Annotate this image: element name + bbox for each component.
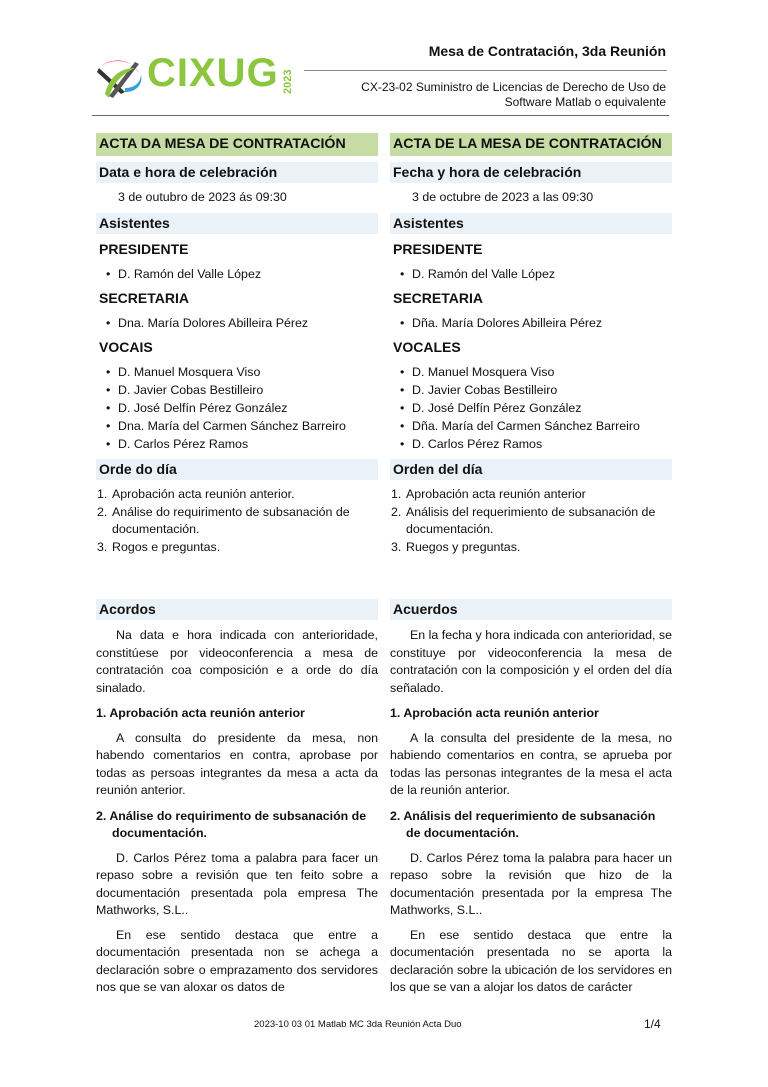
logo-wordmark: CIXUG xyxy=(147,51,279,95)
item1-title: 1. Aprobación acta reunión anterior xyxy=(96,706,305,720)
footer-doc-name: 2023-10 03 01 Matlab MC 3da Reunión Acta Duo xyxy=(254,1019,462,1030)
vocals-list xyxy=(96,363,378,453)
attendees-heading: Asistentes xyxy=(390,213,672,234)
secretary-list xyxy=(96,314,378,332)
page-number: 1/4 xyxy=(644,1017,661,1031)
list-item: • Dña. María Dolores Abilleira Pérez xyxy=(390,314,672,332)
attendees-heading: Asistentes xyxy=(96,213,378,234)
date-value: 3 de outubro de 2023 ás 09:30 xyxy=(118,190,287,204)
column-spanish xyxy=(390,133,672,997)
secretary-label: SECRETARIA xyxy=(99,290,189,306)
date-heading: Fecha y hora de celebración xyxy=(390,162,672,183)
president-list xyxy=(96,265,378,283)
header-divider xyxy=(92,115,669,116)
intro-paragraph: En la fecha y hora indicada con anterioridad, se constituye por videoconferencia la mesa de contratación con la composición y el orden del día señalado. xyxy=(390,628,672,695)
agreements-heading: Acordos xyxy=(96,599,378,620)
list-item: • D. Manuel Mosquera Viso xyxy=(390,363,672,381)
vocals-label: VOCALES xyxy=(393,339,461,355)
list-item: 3. Rogos e preguntas. xyxy=(97,539,221,554)
list-item: 1. Aprobación acta reunión anterior xyxy=(391,487,586,501)
agenda-heading: Orden del día xyxy=(390,459,672,480)
column-galician xyxy=(96,133,378,997)
item2-paragraph: En ese sentido destaca que entre a documentación presentada non se achega a declaración sobre o emprazamento dos servidores nos que se van aloxar os datos de xyxy=(96,927,378,994)
list-item: • D. Javier Cobas Bestilleiro xyxy=(96,381,378,399)
item2-paragraph: D. Carlos Pérez toma la palabra para hacer un repaso sobre la revisión que hizo de la documentación presentada por la empresa The Mathworks, S.L.. xyxy=(390,850,672,917)
item2-title: 2. Análisis del requerimiento de subsanación de documentación. xyxy=(390,808,656,840)
item2-title: 2. Análise do requirimento de subsanación de documentación. xyxy=(96,808,367,840)
section-title: ACTA DA MESA DE CONTRATACIÓN xyxy=(96,133,378,156)
list-item: • D. Javier Cobas Bestilleiro xyxy=(390,381,672,399)
list-item: • D. José Delfín Pérez González xyxy=(390,399,672,417)
list-item: • Dna. María del Carmen Sánchez Barreiro xyxy=(96,417,378,435)
agenda-heading: Orde do día xyxy=(96,459,378,480)
agreements-heading: Acuerdos xyxy=(390,599,672,620)
intro-paragraph: Na data e hora indicada con anterioridade, constitúese por videoconferencia a mesa de contratación coa composición e a orde do día sinalado. xyxy=(96,628,378,695)
item1-title: 1. Aprobación acta reunión anterior xyxy=(390,706,599,720)
list-item: • Dña. María del Carmen Sánchez Barreiro xyxy=(390,417,672,435)
document-subtitle: CX-23-02 Suministro de Licencias de Derecho de Uso de Software Matlab o equivalente xyxy=(361,80,666,109)
list-item: • D. Ramón del Valle López xyxy=(390,265,672,283)
header-rule xyxy=(304,70,667,71)
item1-paragraph: A consulta do presidente da mesa, non habendo comentarios en contra, aprobase por todas as persoas integrantes da mesa a acta da reunión anterior. xyxy=(96,730,378,797)
list-item: 3. Ruegos y preguntas. xyxy=(391,539,521,554)
president-label: PRESIDENTE xyxy=(99,241,189,257)
vocals-label: VOCAIS xyxy=(99,339,153,355)
president-list xyxy=(390,265,672,283)
list-item: 2. Análise do requirimento de subsanación de documentación. xyxy=(97,504,350,536)
cixug-logo xyxy=(95,48,145,104)
document-title: Mesa de Contratación, 3da Reunión xyxy=(428,43,666,59)
list-item: • D. Carlos Pérez Ramos xyxy=(390,435,672,453)
list-item: • D. José Delfín Pérez González xyxy=(96,399,378,417)
list-item: 2. Análisis del requerimiento de subsanación de documentación. xyxy=(391,504,656,536)
item2-paragraph: En ese sentido destaca que entre la documentación presentada no se aporta la declaración sobre la ubicación de los servidores en los que se van a alojar los datos de carácter xyxy=(390,927,672,994)
date-heading: Data e hora de celebración xyxy=(96,162,378,183)
item2-paragraph: D. Carlos Pérez toma a palabra para facer un repaso sobre a revisión que ten feito sobre a documentación presentada pola empresa The Mathworks, S.L.. xyxy=(96,850,378,917)
agenda-list xyxy=(96,486,378,556)
agenda-list xyxy=(390,486,672,556)
list-item: 1. Aprobación acta reunión anterior. xyxy=(97,487,295,501)
president-label: PRESIDENTE xyxy=(393,241,483,257)
section-title: ACTA DE LA MESA DE CONTRATACIÓN xyxy=(390,133,672,156)
item1-paragraph: A la consulta del presidente de la mesa, no habiendo comentarios en contra, se aprueba por todas las personas integrantes de la mesa el acta de la reunión anterior. xyxy=(390,730,672,797)
secretary-list xyxy=(390,314,672,332)
list-item: • D. Ramón del Valle López xyxy=(96,265,378,283)
date-value: 3 de octubre de 2023 a las 09:30 xyxy=(412,190,594,204)
list-item: • Dna. María Dolores Abilleira Pérez xyxy=(96,314,378,332)
vocals-list xyxy=(390,363,672,453)
list-item: • D. Carlos Pérez Ramos xyxy=(96,435,378,453)
list-item: • D. Manuel Mosquera Viso xyxy=(96,363,378,381)
secretary-label: SECRETARIA xyxy=(393,290,483,306)
logo-year: 2023 xyxy=(282,69,294,94)
